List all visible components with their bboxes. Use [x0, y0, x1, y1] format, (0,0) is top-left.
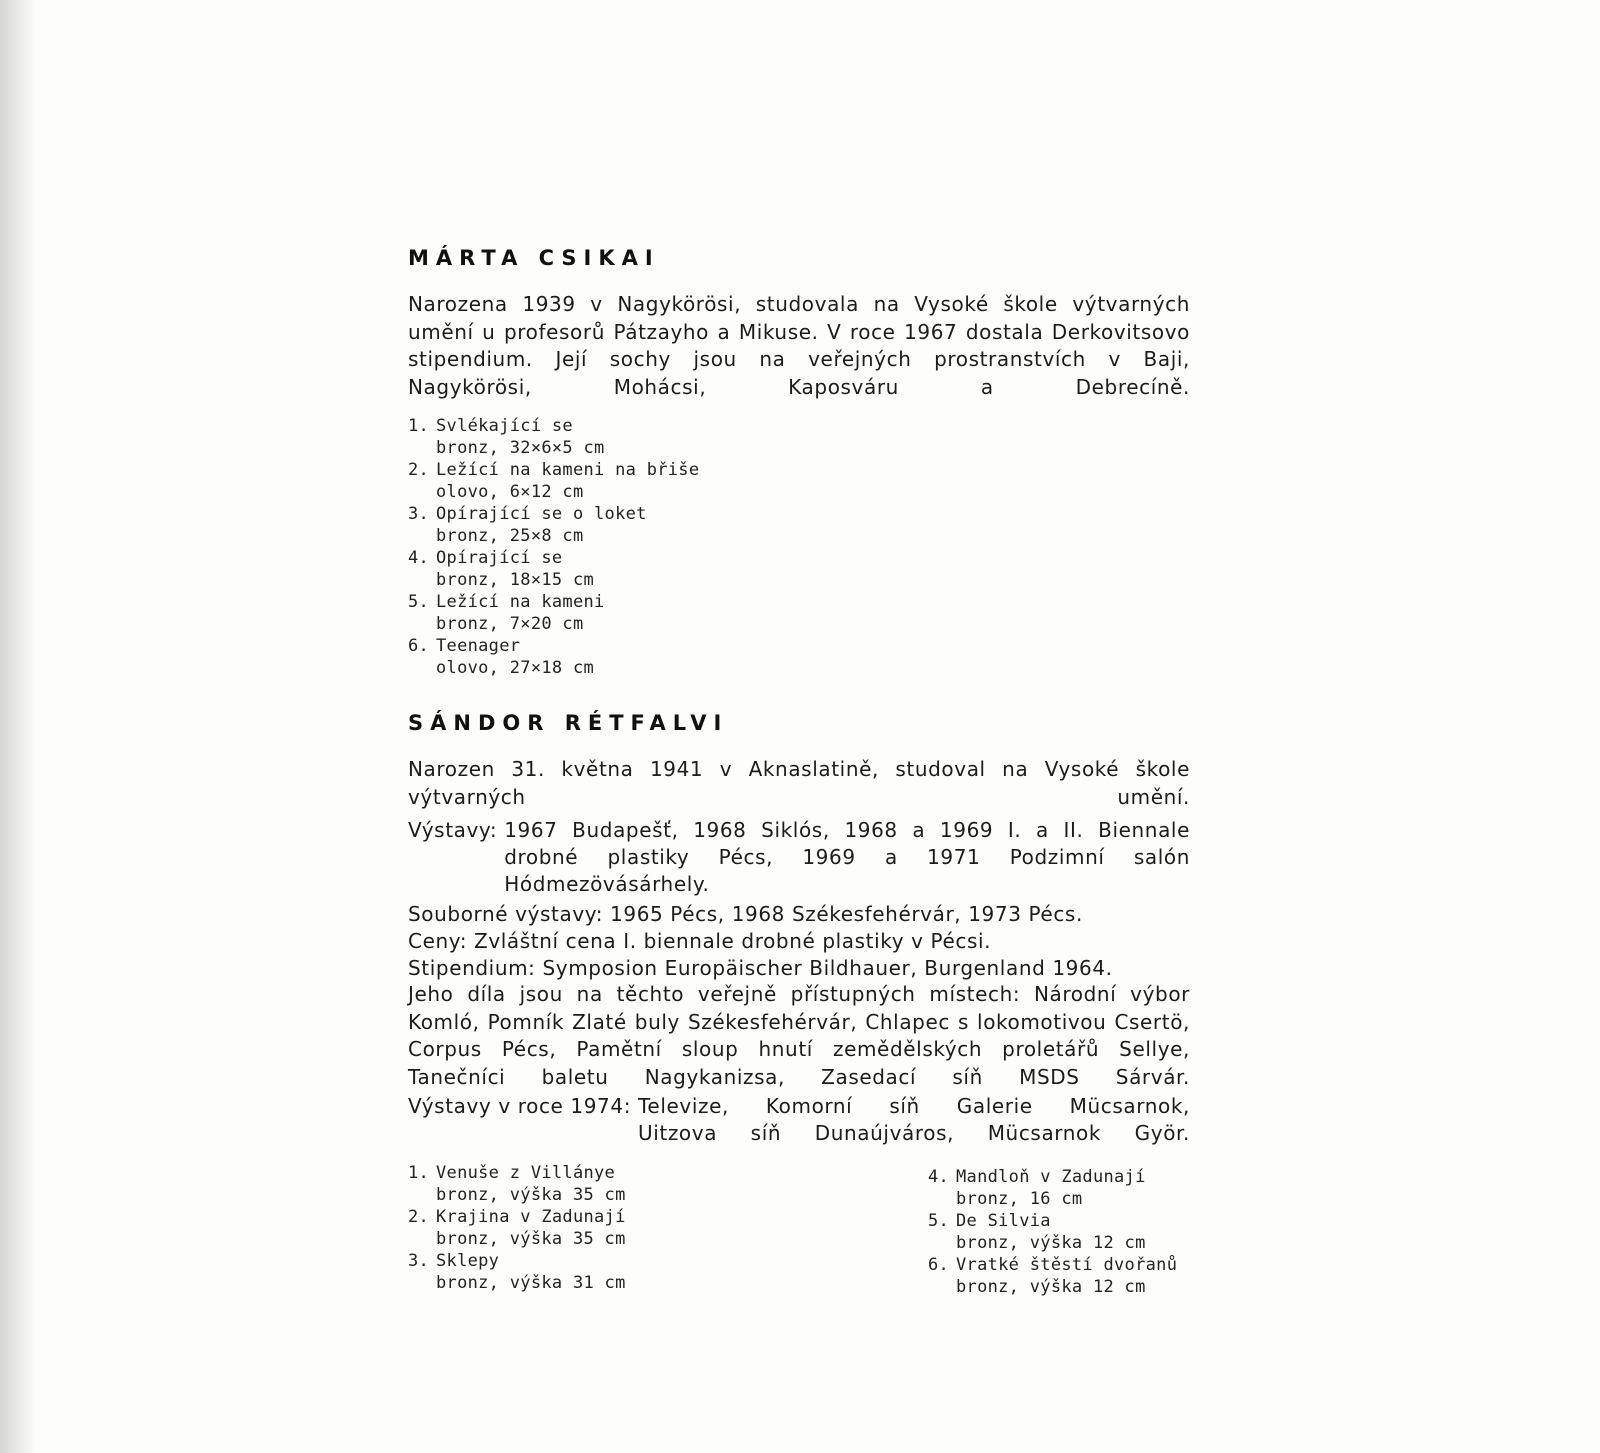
work-details: bronz, výška 35 cm [436, 1185, 626, 1205]
work-number: 2. [408, 1207, 430, 1227]
work-title: De Silvia [956, 1211, 1051, 1231]
exhibitions-1974-label: Výstavy v roce 1974: [408, 1094, 638, 1118]
work-details: bronz, výška 12 cm [956, 1277, 1146, 1297]
work-title: Vratké štěstí dvořanů [956, 1255, 1178, 1275]
work-details: bronz, 7×20 cm [436, 614, 584, 634]
exhibitions-1974-line-2: Uitzova síň Dunaújváros, Mücsarnok Györ. [638, 1121, 1190, 1145]
work-title: Ležící na kameni na břiše [436, 460, 700, 480]
exhibitions-1974 [408, 1093, 1190, 1147]
list-item [928, 1166, 1177, 1210]
list-item [408, 547, 699, 591]
work-details: bronz, 25×8 cm [436, 526, 584, 546]
list-item [928, 1254, 1177, 1298]
list-item [408, 503, 699, 547]
work-title: Venuše z Villánye [436, 1163, 616, 1183]
artist-name: SÁNDOR RÉTFALVI [408, 711, 729, 735]
work-title: Teenager [436, 636, 521, 656]
work-number: 5. [928, 1211, 950, 1231]
work-details: bronz, 32×6×5 cm [436, 438, 605, 458]
list-item [408, 1250, 626, 1294]
work-title: Opírající se [436, 548, 563, 568]
awards: Ceny: Zvláštní cena I. biennale drobné plastiky v Pécsi. [408, 929, 992, 953]
exhibitions-text: 1967 Budapešť, 1968 Siklós, 1968 a 1969 I. a II. Biennale drobné plastiky Pécs, 1969 a 1971 Podzimní salón Hódmezövásárhely. [504, 818, 1190, 896]
work-number: 3. [408, 1251, 430, 1271]
works-list-left [408, 1162, 626, 1294]
list-item [408, 635, 699, 679]
page-binding-shadow [0, 0, 36, 1453]
stipend: Stipendium: Symposion Europäischer Bildhauer, Burgenland 1964. [408, 956, 1113, 980]
work-number: 4. [408, 548, 430, 568]
work-number: 3. [408, 504, 430, 524]
additional-info [408, 901, 1190, 982]
group-exhibitions: Souborné výstavy: 1965 Pécs, 1968 Székesfehérvár, 1973 Pécs. [408, 902, 1083, 926]
work-details: olovo, 27×18 cm [436, 658, 595, 678]
list-item [408, 591, 699, 635]
artist-biography: Narozena 1939 v Nagykörösi, studovala na Vysoké škole výtvarných umění u profesorů Pátzayho a Mikuse. V roce 1967 dostala Derkovitsovo stipendium. Její sochy jsou na veřejných prostranstvích v Baji, Nagykörösi, Mohácsi, Kaposváru a Debrecíně. [408, 292, 1190, 399]
work-number: 4. [928, 1167, 950, 1187]
exhibitions-label: Výstavy: [408, 818, 505, 842]
work-title: Sklepy [436, 1251, 500, 1271]
list-item [408, 459, 699, 503]
works-list [408, 415, 699, 679]
artist-biography: Narozen 31. května 1941 v Aknaslatině, studoval na Vysoké škole výtvarných umění. [408, 757, 1190, 809]
works-list-right [928, 1166, 1177, 1298]
work-details: olovo, 6×12 cm [436, 482, 584, 502]
work-details: bronz, výška 35 cm [436, 1229, 626, 1249]
work-details: bronz, výška 12 cm [956, 1233, 1146, 1253]
work-details: bronz, 16 cm [956, 1189, 1083, 1209]
work-details: bronz, 18×15 cm [436, 570, 595, 590]
work-number: 1. [408, 416, 430, 436]
exhibitions-block [408, 817, 1190, 898]
work-number: 1. [408, 1163, 430, 1183]
work-title: Opírající se o loket [436, 504, 647, 524]
list-item [928, 1210, 1177, 1254]
work-title: Mandloň v Zadunají [956, 1167, 1146, 1187]
list-item [408, 415, 699, 459]
work-title: Svlékající se [436, 416, 573, 436]
work-number: 6. [408, 636, 430, 656]
work-title: Krajina v Zadunají [436, 1207, 626, 1227]
public-works: Jeho díla jsou na těchto veřejně přístupných místech: Národní výbor Komló, Pomník Zlaté buly Székesfehérvár, Chlapec s lokomotivou Csertö, Corpus Pécs, Pamětní sloup hnutí zemědělských proletářů Sellye, Tanečníci baletu Nagykanizsa, Zasedací síň MSDS Sárvár. [408, 982, 1190, 1089]
list-item [408, 1162, 626, 1206]
exhibitions-1974-line-1: Televize, Komorní síň Galerie Mücsarnok, [638, 1094, 1190, 1118]
list-item [408, 1206, 626, 1250]
work-title: Ležící na kameni [436, 592, 605, 612]
work-details: bronz, výška 31 cm [436, 1273, 626, 1293]
work-number: 6. [928, 1255, 950, 1275]
work-number: 5. [408, 592, 430, 612]
artist-name: MÁRTA CSIKAI [408, 246, 660, 270]
work-number: 2. [408, 460, 430, 480]
